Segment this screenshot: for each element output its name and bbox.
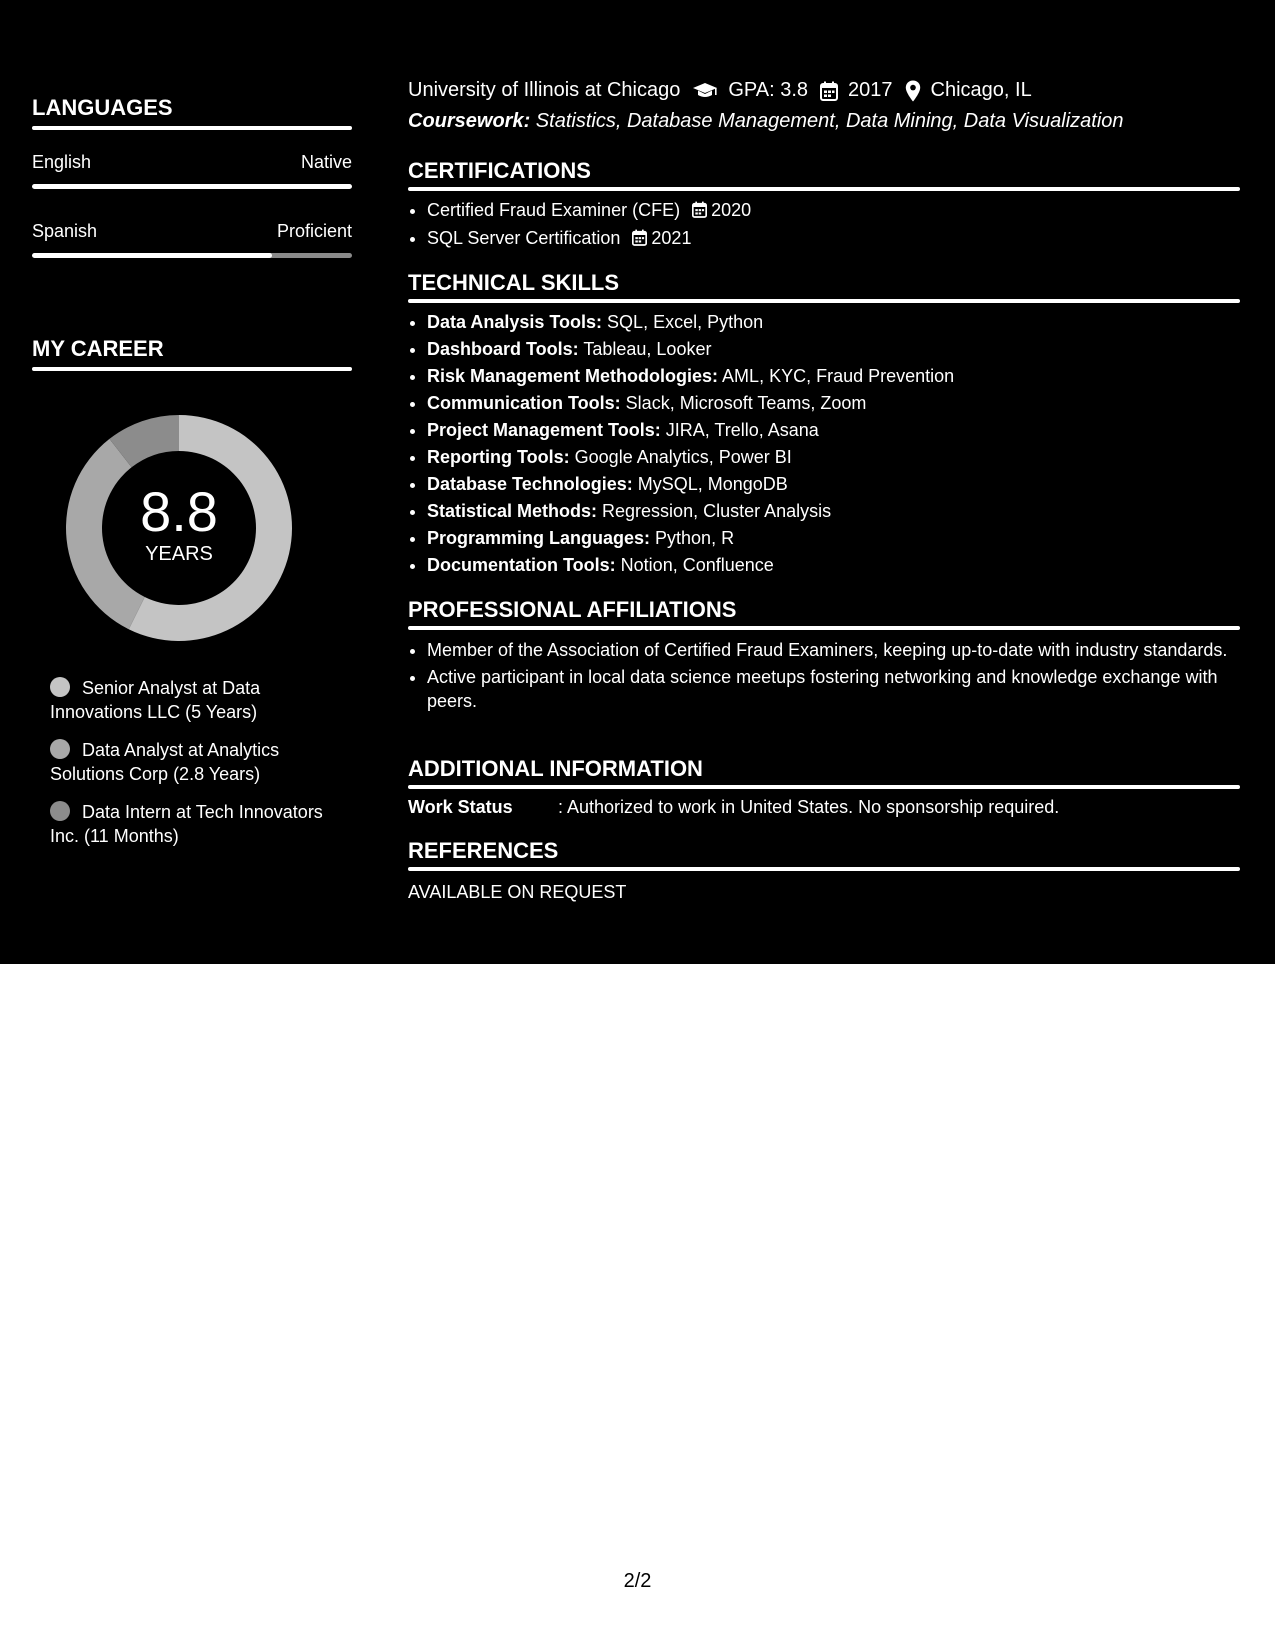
list-item xyxy=(427,444,1259,471)
language-bar-fill xyxy=(32,253,272,258)
skills-list xyxy=(408,309,1259,579)
legend-dot-icon xyxy=(50,801,70,821)
legend-dot-icon xyxy=(50,677,70,697)
skill-values: Google Analytics, Power BI xyxy=(569,447,792,467)
language-level: Proficient xyxy=(276,221,352,241)
sidebar xyxy=(0,0,383,964)
career-legend xyxy=(50,676,350,862)
list-item xyxy=(427,471,1259,498)
school-location: Chicago, IL xyxy=(930,79,1032,101)
skill-category: Dashboard Tools: xyxy=(427,339,579,359)
calendar-icon xyxy=(820,81,838,101)
list-item: • Member of the Association of Certified Fraud Examiners, keeping up-to-date with industry standards. xyxy=(427,638,1259,662)
language-row-spanish xyxy=(32,221,352,242)
skill-values: MySQL, MongoDB xyxy=(632,474,788,494)
certifications-rule xyxy=(408,187,1240,191)
skill-category: Project Management Tools: xyxy=(427,420,661,440)
list-item xyxy=(427,336,1259,363)
career-total-years: 8.8 xyxy=(140,479,218,543)
work-status-label: Work Status xyxy=(408,797,513,817)
list-item xyxy=(427,224,1259,252)
additional-rule xyxy=(408,785,1240,789)
page-number: 2/2 xyxy=(623,1570,652,1592)
skill-values: Tableau, Looker xyxy=(578,339,712,359)
language-row-english xyxy=(32,152,352,173)
skill-category: Communication Tools: xyxy=(427,393,621,413)
list-item: • Active participant in local data science meetups fostering networking and knowledge exchange with peers. xyxy=(427,665,1259,713)
career-item-label: Data Analyst at Analytics Solutions Corp (2.8 Years) xyxy=(50,740,280,784)
gpa: GPA: 3.8 xyxy=(728,79,809,101)
references-rule xyxy=(408,867,1240,871)
affiliations-list xyxy=(408,638,1259,716)
skill-values: Regression, Cluster Analysis xyxy=(597,501,832,521)
skills-rule xyxy=(408,299,1240,303)
list-item xyxy=(427,309,1259,336)
list-item xyxy=(427,363,1259,390)
list-item xyxy=(427,417,1259,444)
work-status-row xyxy=(408,797,1059,818)
list-item xyxy=(427,525,1259,552)
certification-year: 2020 xyxy=(711,200,752,220)
skills-heading: TECHNICAL SKILLS xyxy=(408,270,620,295)
language-bar-english xyxy=(32,184,352,189)
language-level: Native xyxy=(300,152,352,172)
additional-heading: ADDITIONAL INFORMATION xyxy=(408,756,703,781)
skill-values: Slack, Microsoft Teams, Zoom xyxy=(620,393,867,413)
certifications-heading: CERTIFICATIONS xyxy=(408,158,591,183)
skill-category: Database Technologies: xyxy=(427,474,633,494)
career-donut-chart xyxy=(66,415,292,641)
career-item-label: Senior Analyst at Data Innovations LLC (5 Years) xyxy=(50,678,261,722)
coursework-label: Coursework: xyxy=(408,110,531,132)
language-name: English xyxy=(32,152,92,172)
languages-rule xyxy=(32,126,352,130)
career-heading: MY CAREER xyxy=(32,336,164,361)
graduation-year: 2017 xyxy=(848,79,893,101)
career-item xyxy=(50,800,350,848)
list-item xyxy=(427,552,1259,579)
calendar-icon xyxy=(632,229,647,246)
skill-values: Notion, Confluence xyxy=(615,555,774,575)
legend-dot-icon xyxy=(50,739,70,759)
skill-values: JIRA, Trello, Asana xyxy=(660,420,819,440)
certification-year: 2021 xyxy=(651,228,692,248)
language-bar-fill xyxy=(32,184,352,189)
career-total-unit: YEARS xyxy=(145,542,213,565)
graduation-cap-icon xyxy=(692,81,718,101)
skill-values: SQL, Excel, Python xyxy=(602,312,764,332)
skill-category: Data Analysis Tools: xyxy=(427,312,603,332)
donut-center xyxy=(66,415,292,641)
coursework-list: Statistics, Database Management, Data Mining, Data Visualization xyxy=(530,110,1124,132)
certification-name: Certified Fraud Examiner (CFE) xyxy=(427,200,681,220)
career-rule xyxy=(32,367,352,371)
skill-category: Statistical Methods: xyxy=(427,501,598,521)
certification-name: SQL Server Certification xyxy=(427,228,621,248)
skill-category: Programming Languages: xyxy=(427,528,651,548)
language-name: Spanish xyxy=(32,221,98,241)
location-pin-icon xyxy=(905,80,921,102)
skill-category: Risk Management Methodologies: xyxy=(427,366,719,386)
career-item xyxy=(50,738,350,786)
references-text: AVAILABLE ON REQUEST xyxy=(408,882,627,902)
list-item xyxy=(427,196,1259,224)
affiliations-rule xyxy=(408,626,1240,630)
skill-values: Python, R xyxy=(650,528,735,548)
career-item-label: Data Intern at Tech Innovators Inc. (11 Months) xyxy=(50,802,323,846)
certifications-list xyxy=(408,196,1259,252)
career-item xyxy=(50,676,350,724)
school-name: University of Illinois at Chicago xyxy=(408,79,681,101)
list-item xyxy=(427,498,1259,525)
education-line xyxy=(408,79,1032,102)
skill-category: Reporting Tools: xyxy=(427,447,570,467)
coursework-line xyxy=(408,110,1124,133)
work-status-value: : Authorized to work in United States. No sponsorship required. xyxy=(558,797,1060,817)
affiliations-heading: PROFESSIONAL AFFILIATIONS xyxy=(408,597,737,622)
languages-heading: LANGUAGES xyxy=(32,95,173,120)
references-heading: REFERENCES xyxy=(408,838,559,863)
skill-values: AML, KYC, Fraud Prevention xyxy=(718,366,955,386)
calendar-icon xyxy=(692,201,707,218)
list-item xyxy=(427,390,1259,417)
skill-category: Documentation Tools: xyxy=(427,555,616,575)
language-bar-spanish xyxy=(32,253,352,258)
